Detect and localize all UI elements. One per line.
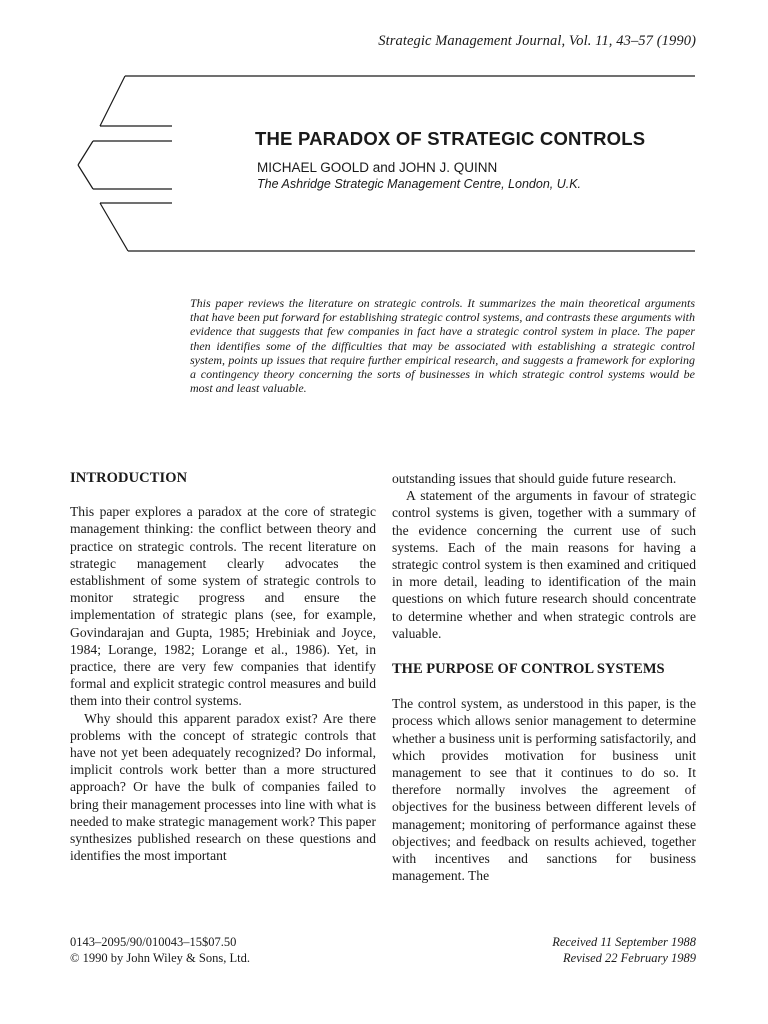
intro-paragraph-1: This paper explores a paradox at the core of strategic management thinking: the conflict between theory and practice on strategic controls. The recent literature on strategic management clearly advocates the establishment of some system of strategic controls to monitor strategic progress and ensure the implementation of strategic plans (see, for example, Govindarajan and Gupta, 1985; Hrebiniak and Joyce, 1984; Lorange, 1982; Lorange et al., 1986). Yet, in practice, there are very few companies that identify formal and explicit strategic control measures and build them into their control systems. — [70, 504, 376, 709]
introduction-heading: INTRODUCTION — [70, 470, 188, 486]
footer-right — [552, 934, 696, 966]
revised-date: Revised 22 February 1989 — [563, 951, 696, 965]
left-column — [70, 470, 376, 864]
journal-citation: Strategic Management Journal, Vol. 11, 43–57 (1990) — [378, 33, 696, 49]
purpose-paragraph-1: The control system, as understood in this paper, is the process which allows senior management to determine whether a business unit is performing satisfactorily, and which provides motivation for business unit management to see that it continues to do so. It therefore normally involves the agreement of objectives for the business between different levels of management; monitoring of performance against these objectives; and feedback on results achieved, together with incentives and sanctions for business management. The — [392, 696, 696, 884]
copyright-line: © 1990 by John Wiley & Sons, Ltd. — [70, 951, 250, 965]
footer-left — [70, 934, 250, 966]
article-title: THE PARADOX OF STRATEGIC CONTROLS — [255, 128, 646, 149]
issn-code: 0143–2095/90/010043–15$07.50 — [70, 935, 237, 949]
purpose-heading: THE PURPOSE OF CONTROL SYSTEMS — [392, 661, 665, 678]
right-paragraph-1: outstanding issues that should guide future research. — [392, 471, 677, 486]
right-column — [392, 470, 696, 884]
decorative-bracket-graphic — [0, 0, 768, 300]
abstract: This paper reviews the literature on strategic controls. It summarizes the main theoretical arguments that have been put forward for establishing strategic control systems, and contrasts these arguments with evidence that suggests that few companies in fact have a strategic control system in place. The paper then identifies some of the difficulties that may be associated with establishing a strategic control system, points up issues that require further empirical research, and suggests a framework for exploring a contingency theory concerning the sorts of businesses in which strategic control systems would be most and least valuable. — [190, 296, 695, 396]
right-paragraph-2: A statement of the arguments in favour of strategic control systems is given, together with a summary of the evidence concerning the current use of such systems. Each of the main reasons for having a strategic control system is then examined and critiqued in more detail, leading to identification of the main questions on which future research should concentrate to determine whether and when strategic controls are valuable. — [392, 488, 696, 641]
author-affiliation: The Ashridge Strategic Management Centre, London, U.K. — [257, 177, 582, 191]
article-authors: MICHAEL GOOLD and JOHN J. QUINN — [257, 160, 498, 175]
intro-paragraph-2: Why should this apparent paradox exist? Are there problems with the concept of strategic controls that have not yet been adequately recognized? Do informal, implicit controls work better than a more structured approach? Or have the bulk of companies failed to bring their management processes into line with what is needed to make strategic management work? This paper synthesizes published research on these questions and identifies the most important — [70, 710, 376, 864]
received-date: Received 11 September 1988 — [552, 935, 696, 949]
